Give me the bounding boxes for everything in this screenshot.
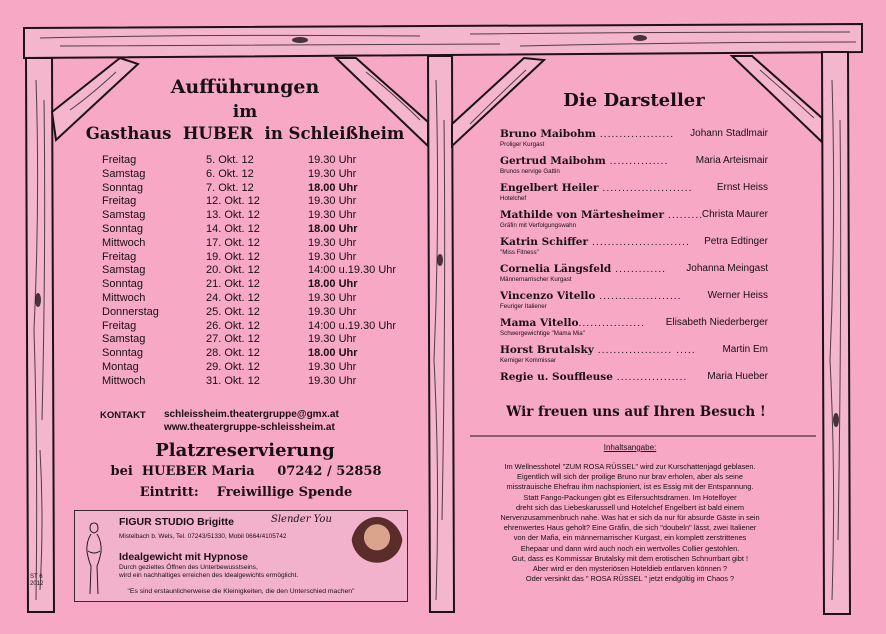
schedule-date: 17. Okt. 12 <box>206 236 260 249</box>
slender-you-logo: Slender You <box>271 514 332 525</box>
summary-line: Gut, dass es Kommissar Brutalsky mit dem erotischen Schnurrbart gibt ! <box>511 553 749 563</box>
schedule-row <box>102 209 392 223</box>
cast-actor: Martin Em <box>722 344 768 355</box>
cast-role-description: Hotelchef <box>500 195 527 202</box>
summary-line: Im Wellnesshotel "ZUM ROSA RÜSSEL" wird zur Kurschattenjagd geblasen. <box>504 462 756 471</box>
cast-role-description: Feuriger Italiener <box>500 303 547 310</box>
cast-role: Vincenzo Vitello <box>500 290 596 302</box>
schedule-time: 19.30 Uhr <box>308 236 357 249</box>
schedule-day: Samstag <box>102 209 146 222</box>
schedule-date: 14. Okt. 12 <box>206 222 260 235</box>
cast-row <box>500 371 768 398</box>
summary-line: von der Mafia, ein männernarrischer Kurgast, ein komplett zerstrittenes <box>513 533 747 543</box>
summary-title: Inhaltsangabe: <box>603 443 657 452</box>
schedule-date: 28. Okt. 12 <box>206 347 260 360</box>
cast-role-description: Proliger Kurgast <box>500 141 545 148</box>
schedule-time: 18.00 Uhr <box>308 222 358 235</box>
schedule-day: Sonntag <box>102 278 143 291</box>
welcome-message: Wir freuen uns auf Ihren Besuch ! <box>506 404 766 420</box>
schedule-time: 19.30 Uhr <box>308 333 357 346</box>
schedule-row <box>102 319 397 334</box>
hypnosis-headline: Idealgewicht mit Hypnose <box>119 551 248 563</box>
schedule-time: 19.30 Uhr <box>308 305 357 318</box>
schedule-row <box>102 333 392 347</box>
schedule-date: 13. Okt. 12 <box>206 209 260 222</box>
cast-leader-dots: .................. <box>612 371 688 383</box>
schedule-date: 5. Okt. 12 <box>206 154 254 166</box>
cast-leader-dots: ......... <box>664 209 704 221</box>
schedule-day: Mittwoch <box>102 374 146 387</box>
reservation-title: Platzreservierung <box>155 440 335 461</box>
schedule-row <box>102 292 392 306</box>
schedule-date: 21. Okt. 12 <box>206 278 260 291</box>
cast-role: Katrin Schiffer <box>500 236 589 248</box>
schedule-row <box>102 237 392 251</box>
summary-line: ehrenwertes Haus geholt? Eine Gräfin, die sich "doubeln" lässt, zwei Italiener <box>503 523 757 533</box>
schedule-date: 27. Okt. 12 <box>206 333 260 346</box>
cast-row <box>500 182 768 209</box>
cast-role: Regie u. Souffleuse <box>500 371 613 383</box>
summary-line: Oder versinkt das " ROSA RÜSSEL " jetzt endgültig im Chaos ? <box>525 574 735 584</box>
cast-actor: Werner Heiss <box>707 290 768 301</box>
schedule-time: 14:00 u.19.30 Uhr <box>308 319 397 332</box>
studio-name: FIGUR STUDIO Brigitte <box>119 516 234 528</box>
schedule-date: 25. Okt. 12 <box>206 305 260 318</box>
schedule-time: 18.00 Uhr <box>308 347 358 360</box>
cast-leader-dots: ..................... <box>595 290 682 302</box>
cast-row <box>500 344 768 371</box>
schedule-day: Donnerstag <box>102 305 159 318</box>
cast-actor: Petra Edtinger <box>704 236 768 247</box>
schedule-day: Sonntag <box>102 181 143 194</box>
cast-actor: Johann Stadlmair <box>690 128 768 139</box>
schedule-day: Samstag <box>102 333 146 346</box>
schedule-day: Sonntag <box>102 222 143 235</box>
schedule-day: Montag <box>102 360 139 373</box>
contact-email[interactable]: schleissheim.theatergruppe@gmx.at <box>164 409 339 420</box>
cast-role: Mama Vitello <box>500 317 579 329</box>
schedule-row <box>102 251 392 265</box>
schedule-day: Freitag <box>102 250 137 263</box>
schedule-day: Sonntag <box>102 347 143 360</box>
cast-row <box>500 263 768 290</box>
venue-title: Gasthaus HUBER in Schleißheim <box>85 124 405 143</box>
summary-line: dreht sich das Liebeskarussell und Hotelchef Engelbert ist bald einem <box>515 502 744 512</box>
cast-actor: Elisabeth Niederberger <box>665 317 768 328</box>
schedule-date: 29. Okt. 12 <box>206 360 260 373</box>
contact-website[interactable]: www.theatergruppe-schleissheim.at <box>164 422 335 433</box>
summary-line: Nervenzusammenbruch nahe. Was hat er sich da nur für absurde Gäste in sein <box>500 513 760 523</box>
schedule-row <box>102 195 392 209</box>
schedule-time: 19.30 Uhr <box>308 250 357 263</box>
summary-line: Eigentlich will sich der proilige Bruno nur brav erholen, aber als seine <box>517 472 743 482</box>
cast-row <box>500 236 768 263</box>
cast-leader-dots: ................... ..... <box>593 344 696 356</box>
summary-line: Statt Fango-Packungen gibt es Eifersuchtsdramen. Im Hotelfoyer <box>523 492 737 502</box>
schedule-time: 19.30 Uhr <box>308 374 357 387</box>
schedule-day: Mittwoch <box>102 236 146 249</box>
cast-leader-dots: ......................... <box>588 236 690 248</box>
schedule-time: 19.30 Uhr <box>308 209 357 222</box>
cast-leader-dots: ............. <box>611 263 667 275</box>
schedule-date: 12. Okt. 12 <box>206 195 260 208</box>
schedule-time: 19.30 Uhr <box>308 167 357 180</box>
cast-role-description: Gräfin mit Verfolgungswahn <box>500 222 577 229</box>
cast-role: Engelbert Heiler <box>500 182 599 194</box>
ad-text-line2: wird ein nachhaltiges erreichen des Idealgewichts ermöglicht. <box>119 572 299 579</box>
schedule-time: 18.00 Uhr <box>308 278 358 291</box>
schedule-row <box>102 168 392 182</box>
cast-leader-dots: ....................... <box>598 182 693 194</box>
schedule-date: 6. Okt. 12 <box>206 167 254 180</box>
cast-row <box>500 209 768 236</box>
cast-row <box>500 128 768 155</box>
cast-actor: Maria Arteismair <box>695 155 768 166</box>
studio-address: Mistelbach b. Wels, Tel. 07243/51330, Mobil 0664/4105742 <box>119 533 287 540</box>
cast-role: Cornelia Längsfeld <box>500 263 612 275</box>
performances-title: Aufführungen <box>170 76 320 98</box>
figur-studio-ad <box>74 510 408 602</box>
plot-summary <box>470 462 790 584</box>
schedule-row <box>102 278 392 292</box>
schedule-date: 31. Okt. 12 <box>206 374 260 387</box>
schedule-time: 19.30 Uhr <box>308 195 357 208</box>
cast-role: Mathilde von Märtesheimer <box>500 209 664 221</box>
performances-subtitle-im: im <box>232 102 258 122</box>
contact-label: KONTAKT <box>100 410 146 421</box>
summary-line: misstrauische Ehefrau ihm nachspioniert, ist es Essig mit der Entspannung. <box>506 482 754 492</box>
cast-actor: Christa Maurer <box>701 209 768 220</box>
entry-fee: Eintritt: Freiwillige Spende <box>139 485 353 500</box>
cast-list <box>500 128 768 398</box>
schedule-time: 19.30 Uhr <box>308 360 357 373</box>
cast-row <box>500 155 768 182</box>
reservation-contact: bei HUEBER Maria 07242 / 52858 <box>110 464 382 479</box>
cast-leader-dots: ................. <box>578 317 646 329</box>
schedule-day: Samstag <box>102 264 146 277</box>
schedule-row <box>102 375 392 389</box>
summary-line: Aber wird er den mysteriösen Hoteldieb entlarven können ? <box>532 564 728 574</box>
cast-leader-dots: ................... <box>595 128 675 140</box>
cast-title: Die Darsteller <box>563 90 705 111</box>
schedule-date: 26. Okt. 12 <box>206 319 260 332</box>
cast-role-description: Brunos nervige Gattin <box>500 168 560 175</box>
summary-line: Ehepaar und dann wird auch noch ein wertvolles Collier gestohlen. <box>520 543 740 553</box>
schedule-day: Mittwoch <box>102 291 146 304</box>
artist-signature: ST 6 2012 <box>30 574 44 587</box>
cast-role-description: Kerniger Kommissar <box>500 357 557 364</box>
schedule-time: 14:00 u.19.30 Uhr <box>308 264 397 277</box>
schedule-row <box>102 361 392 375</box>
schedule-day: Freitag <box>102 195 137 208</box>
schedule-row <box>102 347 392 361</box>
ad-quote: "Es sind erstaunlicherweise die Kleinigkeiten, die den Unterschied machen" <box>127 588 355 595</box>
cast-actor: Maria Hueber <box>707 371 768 382</box>
figure-silhouette-icon <box>79 517 109 597</box>
cast-actor: Johanna Meingast <box>686 263 768 274</box>
schedule-date: 24. Okt. 12 <box>206 291 260 304</box>
schedule-row <box>102 306 392 320</box>
cast-role-description: "Miss Fitness" <box>500 249 539 256</box>
schedule-row <box>102 154 392 168</box>
schedule-date: 20. Okt. 12 <box>206 264 260 277</box>
cast-role: Horst Brutalsky <box>500 344 594 356</box>
schedule-day: Freitag <box>102 154 137 166</box>
cast-leader-dots: ............... <box>605 155 669 167</box>
schedule-day: Freitag <box>102 319 137 332</box>
cast-role: Gertrud Maibohm <box>500 155 606 167</box>
ad-portrait-photo <box>351 517 403 575</box>
performance-schedule <box>102 154 397 389</box>
schedule-date: 7. Okt. 12 <box>206 181 254 194</box>
schedule-row <box>102 182 392 196</box>
schedule-row <box>102 264 397 278</box>
cast-actor: Ernst Heiss <box>716 182 768 193</box>
cast-row <box>500 290 768 317</box>
schedule-row <box>102 223 392 237</box>
cast-role: Bruno Maibohm <box>500 128 596 140</box>
cast-row <box>500 317 768 344</box>
schedule-day: Samstag <box>102 167 146 180</box>
ad-text-line1: Durch gezieltes Öffnen des Unterbewusstseins, <box>119 564 258 571</box>
schedule-time: 19.30 Uhr <box>308 154 357 166</box>
schedule-time: 18.00 Uhr <box>308 181 358 194</box>
cast-role-description: Männernarrischer Kurgast <box>500 276 572 283</box>
cast-role-description: Schwergewichtige "Mama Mia" <box>500 330 585 337</box>
schedule-time: 19.30 Uhr <box>308 291 357 304</box>
schedule-date: 19. Okt. 12 <box>206 250 260 263</box>
